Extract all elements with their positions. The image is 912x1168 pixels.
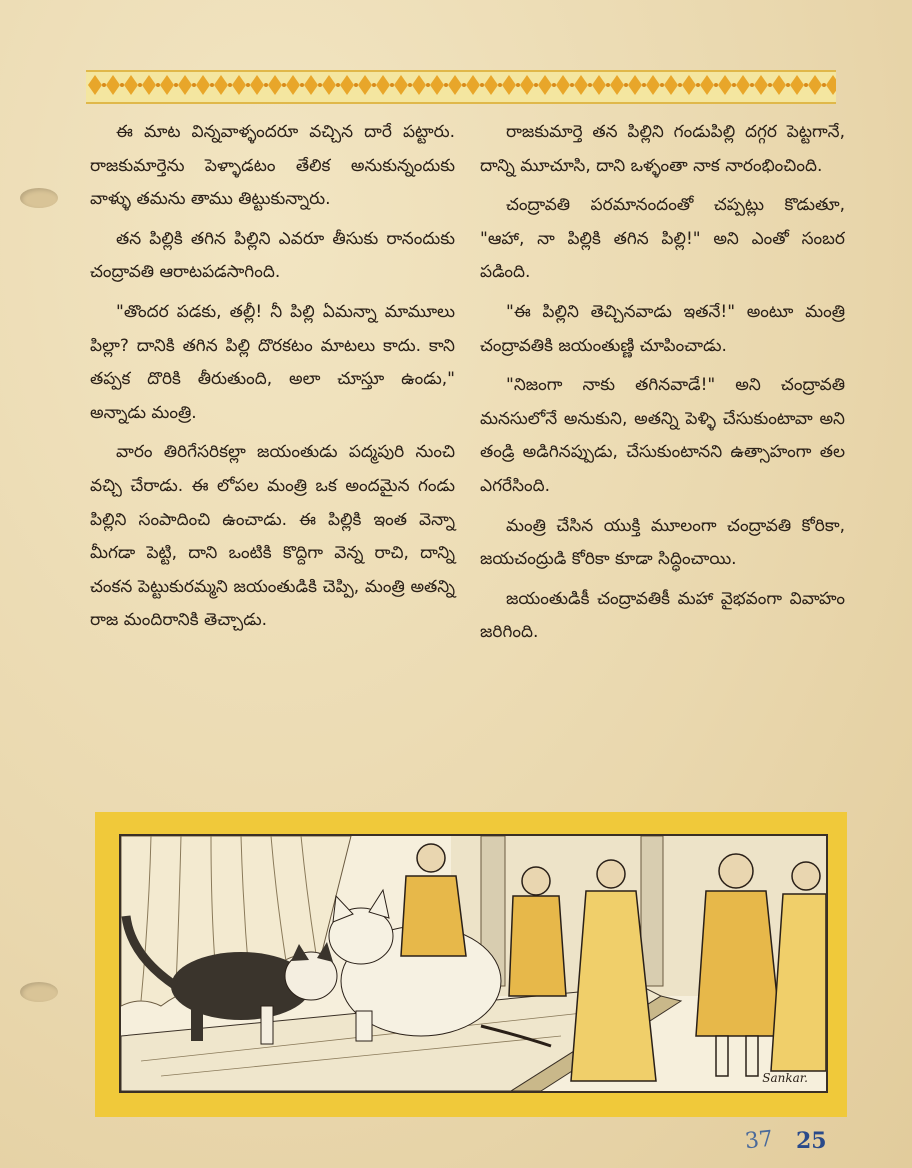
border-diamond — [340, 75, 354, 95]
illustration-frame — [119, 834, 828, 1093]
border-diamond — [358, 75, 372, 95]
border-dot — [714, 83, 718, 87]
border-dot — [768, 83, 772, 87]
paragraph: మంత్రి చేసిన యుక్తి మూలంగా చంద్రావతి కోరికా, జయచంద్రుడి కోరికా కూడా సిద్ధించాయి. — [480, 515, 845, 570]
border-dot — [138, 83, 142, 87]
border-dot — [210, 83, 214, 87]
border-dot — [408, 83, 412, 87]
border-dot — [804, 83, 808, 87]
border-diamond — [736, 75, 750, 95]
punch-hole-top — [20, 188, 58, 208]
border-dot — [516, 83, 520, 87]
border-diamond — [700, 75, 714, 95]
paragraph: తన పిల్లికి తగిన పిల్లిని ఎవరూ తీసుకు రానందుకు చంద్రావతి ఆరాటపడసాగింది. — [90, 228, 455, 283]
border-diamond — [502, 75, 516, 95]
border-diamond — [772, 75, 786, 95]
border-diamond — [682, 75, 696, 95]
border-dot — [174, 83, 178, 87]
artist-signature: Sankar. — [762, 1071, 808, 1085]
border-diamond — [574, 75, 588, 95]
border-diamond — [628, 75, 642, 95]
right-text-column — [480, 116, 845, 656]
border-diamond — [286, 75, 300, 95]
border-diamond — [718, 75, 732, 95]
border-diamond — [448, 75, 462, 95]
border-dot — [606, 83, 610, 87]
border-dot — [246, 83, 250, 87]
border-dot — [786, 83, 790, 87]
border-diamond — [214, 75, 228, 95]
left-text-column — [90, 116, 455, 644]
handwritten-page-number: 37 — [743, 1126, 775, 1155]
border-dot — [822, 83, 826, 87]
border-dot — [498, 83, 502, 87]
border-dot — [660, 83, 664, 87]
border-dot — [570, 83, 574, 87]
border-dot — [624, 83, 628, 87]
border-dot — [462, 83, 466, 87]
border-diamond — [124, 75, 138, 95]
paragraph: "ఈ పిల్లిని తెచ్చినవాడు ఇతనే!" అంటూ మంత్రి చంద్రావతికి జయంతుణ్ణి చూపించాడు. — [480, 301, 845, 356]
border-dot — [336, 83, 340, 87]
border-dot — [552, 83, 556, 87]
border-dot — [192, 83, 196, 87]
border-diamond — [808, 75, 822, 95]
border-dot — [120, 83, 124, 87]
printed-page-number: 25 — [796, 1128, 827, 1154]
paragraph: వారం తిరిగేసరికల్లా జయంతుడు పద్మపురి నుంచి వచ్చి చేరాడు. ఈ లోపల మంత్రి ఒక అందమైన గండు పిల్లిని సంపాదించి ఉంచాడు. ఈ పిల్లికి ఇంత వెన్నా మీగడా పెట్టి, దాని ఒంటికి కొద్దిగా వెన్న రాచి, దాన్ని చంకన పెట్టుకురమ్మని జయంతుడికి చెప్పి, మంత్రి అతన్ని రాజ మందిరానికి తెచ్చాడు. — [90, 442, 455, 631]
paragraph: జయంతుడికీ చంద్రావతికీ మహా వైభవంగా వివాహం జరిగింది. — [480, 588, 845, 643]
border-diamond — [232, 75, 246, 95]
border-dot — [372, 83, 376, 87]
border-dot — [480, 83, 484, 87]
border-diamond — [142, 75, 156, 95]
border-diamond — [790, 75, 804, 95]
illustration-drawing — [121, 836, 826, 1091]
paragraph: ఈ మాట విన్నవాళ్ళందరూ వచ్చిన దారే పట్టారు. రాజకుమార్తెను పెళ్ళాడటం తేలిక అనుకున్నందుకు వాళ్ళు తమను తాము తిట్టుకున్నారు. — [90, 122, 455, 210]
border-diamond — [430, 75, 444, 95]
border-diamond — [268, 75, 282, 95]
paragraph: రాజకుమార్తె తన పిల్లిని గండుపిల్లి దగ్గర పెట్టగానే, దాన్ని మూచూసి, దాని ఒళ్ళంతా నాక నారంభించింది. — [480, 122, 845, 176]
border-diamond — [664, 75, 678, 95]
border-dot — [426, 83, 430, 87]
border-dot — [354, 83, 358, 87]
border-diamond — [754, 75, 768, 95]
border-dot — [750, 83, 754, 87]
border-dot — [444, 83, 448, 87]
border-diamond — [412, 75, 426, 95]
paragraph: "నిజంగా నాకు తగినవాడే!" అని చంద్రావతి మనసులోనే అనుకుని, అతన్ని పెళ్ళి చేసుకుంటావా అని తండ్రి అడిగినప్పుడు, చేసుకుంటానని ఉత్సాహంగా తల ఎగరేసింది. — [480, 375, 845, 496]
border-dot — [300, 83, 304, 87]
border-diamond — [556, 75, 570, 95]
border-dot — [534, 83, 538, 87]
border-diamond — [610, 75, 624, 95]
border-dot — [102, 83, 106, 87]
border-dot — [642, 83, 646, 87]
story-illustration — [95, 812, 847, 1117]
border-diamond — [646, 75, 660, 95]
border-diamond — [592, 75, 606, 95]
border-diamond — [322, 75, 336, 95]
border-diamond — [466, 75, 480, 95]
border-dot — [318, 83, 322, 87]
border-diamond — [394, 75, 408, 95]
border-diamond — [196, 75, 210, 95]
border-diamond — [826, 75, 836, 95]
border-dot — [282, 83, 286, 87]
border-pattern — [86, 72, 836, 98]
border-diamond — [520, 75, 534, 95]
paragraph: "తొందర పడకు, తల్లీ! నీ పిల్లి ఏమన్నా మామూలు పిల్లా? దానికి తగిన పిల్లి దొరకటం మాటలు కాదు. కాని తప్పక దొరికి తీరుతుంది, అలా చూస్తూ ఉండు," అన్నాడు మంత్రి. — [90, 301, 455, 423]
border-dot — [678, 83, 682, 87]
border-diamond — [250, 75, 264, 95]
border-diamond — [106, 75, 120, 95]
border-diamond — [484, 75, 498, 95]
decorative-border — [86, 70, 836, 104]
border-diamond — [304, 75, 318, 95]
border-diamond — [178, 75, 192, 95]
border-dot — [264, 83, 268, 87]
border-diamond — [88, 75, 102, 95]
border-dot — [696, 83, 700, 87]
paragraph: చంద్రావతి పరమానందంతో చప్పట్లు కొడుతూ, "ఆహా, నా పిల్లికి తగిన పిల్లి!" అని ఎంతో సంబర పడింది. — [480, 195, 845, 283]
border-dot — [390, 83, 394, 87]
punch-hole-bottom — [20, 982, 58, 1002]
border-diamond — [160, 75, 174, 95]
border-dot — [588, 83, 592, 87]
border-dot — [228, 83, 232, 87]
border-diamond — [538, 75, 552, 95]
border-dot — [156, 83, 160, 87]
border-dot — [732, 83, 736, 87]
border-diamond — [376, 75, 390, 95]
